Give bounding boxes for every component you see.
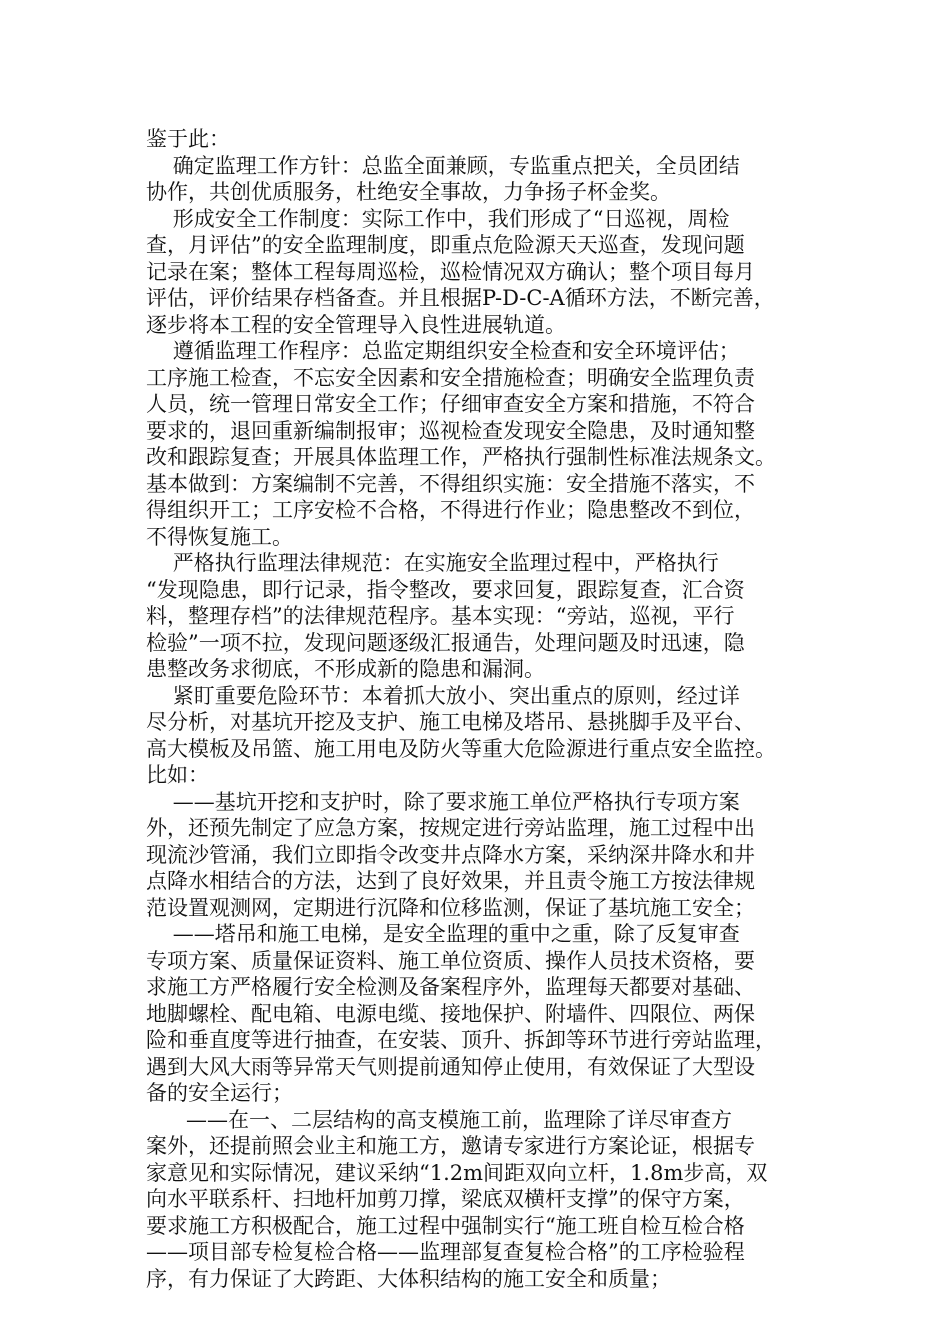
text-line: 严格执行监理法律规范：在实施安全监理过程中，严格执行 (146, 551, 719, 575)
text-line: 基本做到：方案编制不完善，不得组织实施：安全措施不落实，不 (146, 471, 755, 496)
text-line: ——基坑开挖和支护时，除了要求施工单位严格执行专项方案 (146, 789, 740, 814)
text-line: 鉴于此： (146, 127, 230, 151)
text-line: 人员，统一管理日常安全工作；仔细审查安全方案和措施，不符合 (146, 392, 755, 416)
text-line: 备的安全运行； (146, 1081, 293, 1105)
text-line: 形成安全工作制度：实际工作中，我们形成了“日巡视，周检 (146, 206, 730, 231)
text-line: 求施工方严格履行安全检测及备案程序外，监理每天都要对基础、 (146, 975, 755, 999)
text-line: 料，整理存档”的法律规范程序。基本实现：“旁站，巡视，平行 (146, 604, 735, 628)
text-line: ——塔吊和施工电梯，是安全监理的重中之重，除了反复审查 (146, 922, 740, 946)
text-line: 点降水相结合的方法，达到了良好效果，并且责令施工方按法律规 (146, 869, 755, 893)
text-line: 要求施工方积极配合，施工过程中强制实行“施工班自检互检合格 (146, 1213, 745, 1238)
text-line: ——在一、二层结构的高支模施工前，监理除了详尽审查方 (146, 1107, 733, 1132)
text-line: 工序施工检查，不忘安全因素和安全措施检查；明确安全监理负责 (146, 365, 755, 390)
text-line: 不得恢复施工。 (146, 524, 293, 549)
text-line: 评估，评价结果存档备查。并且根据P-D-C-A循环方法，不断完善， (146, 286, 775, 310)
text-line: 比如： (146, 763, 209, 787)
text-line: 向水平联系杆、扫地杆加剪刀撑，梁底双横杆支撑”的保守方案， (146, 1187, 745, 1211)
text-line: 记录在案；整体工程每周巡检，巡检情况双方确认；整个项目每月 (146, 259, 755, 284)
text-line: 序，有力保证了大跨距、大体积结构的施工安全和质量； (146, 1266, 671, 1291)
text-line: 协作，共创优质服务，杜绝安全事故，力争扬子杯金奖。 (146, 180, 671, 204)
text-line: 检验”一项不拉，发现问题逐级汇报通告，处理问题及时迅速，隐 (146, 630, 745, 655)
text-line: 案外，还提前照会业主和施工方，邀请专家进行方案论证，根据专 (146, 1134, 755, 1158)
text-line: 现流沙管涌，我们立即指令改变井点降水方案，采纳深井降水和井 (146, 842, 755, 867)
text-line: 尽分析，对基坑开挖及支护、施工电梯及塔吊、悬挑脚手及平台、 (146, 710, 755, 734)
text-line: 查，月评估”的安全监理制度，即重点危险源天天巡查，发现问题 (146, 233, 745, 257)
text-line: ——项目部专检复检合格——监理部复查复检合格”的工序检验程 (146, 1240, 745, 1264)
text-line: 外，还预先制定了应急方案，按规定进行旁站监理，施工过程中出 (146, 816, 755, 840)
text-line: 遇到大风大雨等异常天气则提前通知停止使用，有效保证了大型设 (146, 1054, 755, 1079)
text-line: “发现隐患，即行记录，指令整改，要求回复，跟踪复查，汇合资 (146, 577, 745, 602)
text-line: 遵循监理工作程序：总监定期组织安全检查和安全环境评估； (146, 339, 740, 363)
text-line: 要求的，退回重新编制报审；巡视检查发现安全隐患，及时通知整 (146, 418, 755, 443)
text-line: 险和垂直度等进行抽查，在安装、顶升、拆卸等环节进行旁站监理， (146, 1028, 776, 1052)
text-line: 改和跟踪复查；开展具体监理工作，严格执行强制性标准法规条文。 (146, 445, 776, 469)
text-line: 紧盯重要危险环节：本着抓大放小、突出重点的原则，经过详 (146, 683, 740, 708)
text-line: 专项方案、质量保证资料、施工单位资质、操作人员技术资格，要 (146, 948, 755, 973)
text-line: 家意见和实际情况，建议采纳“1.2m间距双向立杆，1.8m步高，双 (146, 1160, 768, 1185)
text-line: 逐步将本工程的安全管理导入良性进展轨道。 (146, 312, 566, 337)
text-line: 患整改务求彻底，不形成新的隐患和漏洞。 (146, 657, 545, 681)
text-line: 范设置观测网，定期进行沉降和位移监测，保证了基坑施工安全； (146, 895, 755, 920)
text-line: 确定监理工作方针：总监全面兼顾，专监重点把关，全员团结 (146, 153, 740, 178)
text-line: 得组织开工；工序安检不合格，不得进行作业；隐患整改不到位， (146, 498, 755, 522)
text-line: 地脚螺栓、配电箱、电源电缆、接地保护、附墙件、四限位、两保 (146, 1001, 755, 1026)
text-line: 高大模板及吊篮、施工用电及防火等重大危险源进行重点安全监控。 (146, 736, 776, 761)
document-body (146, 126, 806, 1292)
